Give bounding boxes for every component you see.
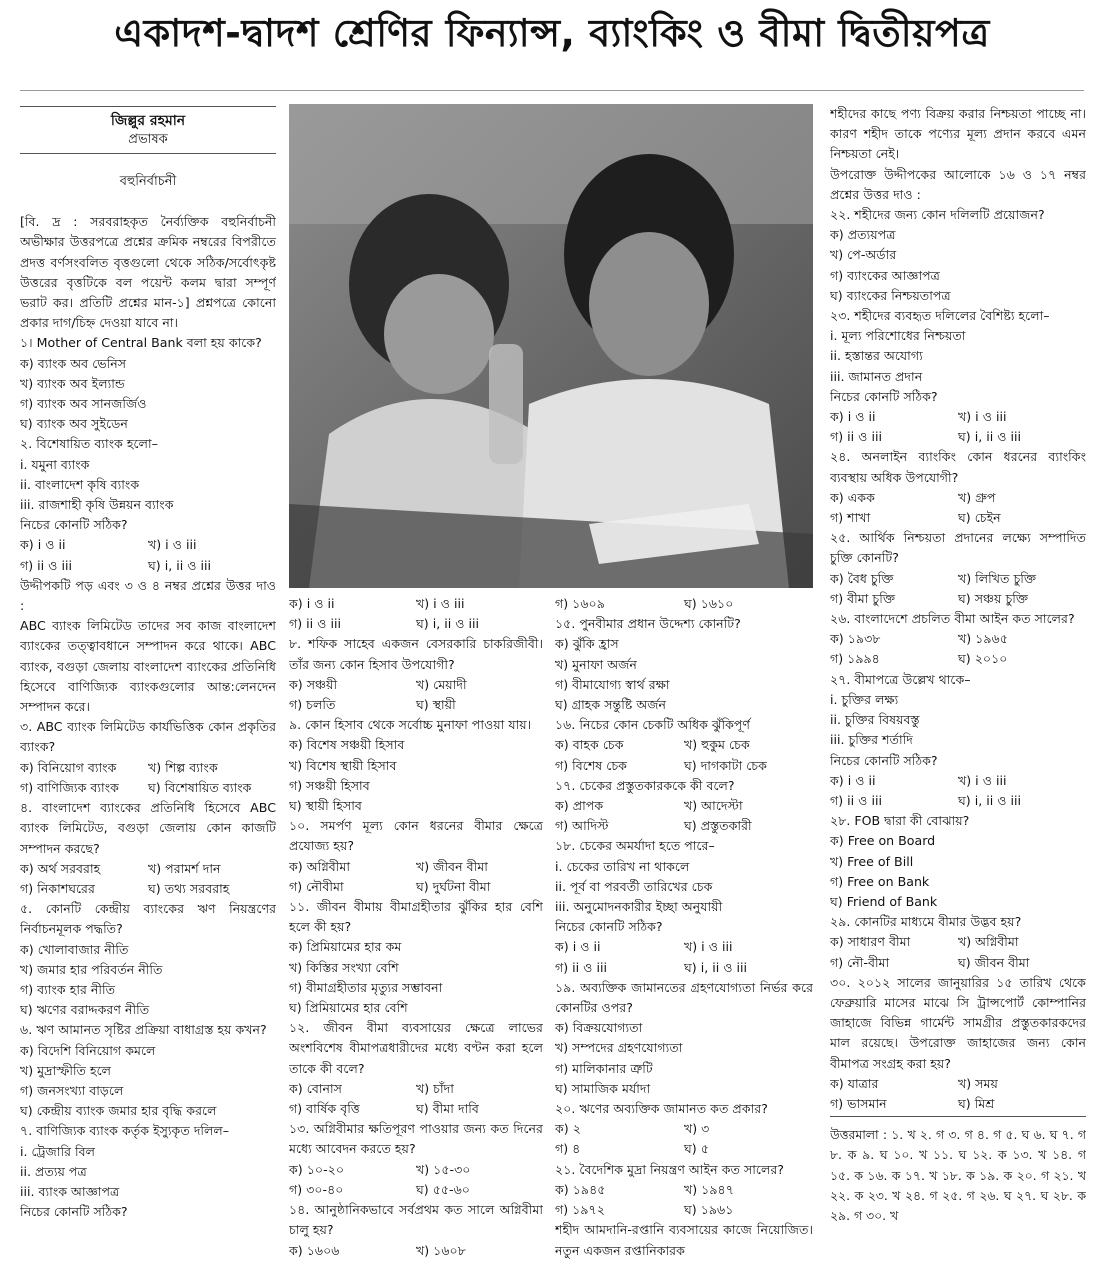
students-photo-illustration — [289, 104, 813, 588]
page-title: একাদশ-দ্বাদশ শ্রেণির ফিন্যান্স, ব্যাংকিং ও বীমা দ্বিতীয়পত্র — [114, 11, 990, 55]
text-line: i. মূল্য পরিশোধের নিশ্চয়তা — [830, 328, 966, 344]
text-line: ঘ) ঋণের বরাদ্দকরণ নীতি — [20, 1002, 150, 1018]
option-row — [555, 1119, 813, 1139]
text-line: ৯. কোন হিসাব থেকে সর্বোচ্চ মুনাফা পাওয়া যায়। — [289, 717, 532, 733]
text-line: নিচের কোনটি সঠিক? — [20, 517, 128, 533]
text-line: ক) প্রিমিয়ামের হার কম — [289, 939, 402, 955]
text-paragraph: ১৪. আনুষ্ঠানিকভাবে সর্বপ্রথম কত সালে অগ্নিবীমা চালু হয়? — [289, 1202, 543, 1238]
option-b: ঘ) i, ii ও iii — [148, 557, 211, 573]
text-line: ২৩. শহীদের ব্যবহৃত দলিলের বৈশিষ্ট্য হলো– — [830, 308, 1050, 324]
option-row — [289, 1160, 543, 1180]
option-a: ক) i ও ii — [830, 772, 876, 788]
text-line: ২. বিশেষায়িত ব্যাংক হলো– — [20, 436, 158, 452]
option-b: খ) পরামর্শ দান — [148, 860, 221, 876]
title-divider — [20, 90, 1084, 91]
text-line: ক) বিক্রয়যোগ্যতা — [555, 1020, 643, 1036]
option-b: ঘ) দুর্ঘটনা বীমা — [416, 878, 491, 894]
option-b: ঘ) ২০১০ — [958, 651, 1008, 667]
text-paragraph: ২১. বৈদেশিক মুদ্রা নিয়ন্ত্রণ আইন কত সালের? — [555, 1161, 784, 1177]
text-paragraph: ৩০. ২০১২ সালের জানুয়ারির ১৫ তারিখ থেকে ফেব্রুয়ারি মাসের মাঝে সি ট্রান্সপোর্ট কোম্পানির জাহাজে বিভিন্ন গার্মেন্ট সামগ্রীর প্রস্তুতকারকদের মাল রয়েছে। উপরোক্ত জাহাজের জন্য কোন বীমাপত্র সংগ্রহ করা হয়? — [830, 974, 1086, 1071]
option-a: গ) ii ও iii — [555, 959, 607, 975]
option-a: গ) বীমা চুক্তি — [830, 590, 896, 606]
option-b: খ) ৩ — [684, 1121, 710, 1137]
option-a: ক) একক — [830, 489, 875, 505]
option-a: ক) ১৬০৬ — [289, 1242, 340, 1258]
text-line: ক) প্রত্যয়পত্র — [830, 227, 896, 243]
text-paragraph: ১২. জীবন বীমা ব্যবসায়ের ক্ষেত্রে লাভের অংশবিশেষ বীমাপত্রধারীদের মধ্যে বণ্টন করা হলে তাকে কী বলে? — [289, 1020, 543, 1076]
option-row — [20, 556, 276, 576]
option-row — [555, 594, 813, 614]
column-1-body — [20, 212, 276, 1222]
option-b: খ) গ্রুপ — [958, 489, 996, 505]
option-b: ঘ) i, ii ও iii — [684, 959, 747, 975]
option-row — [555, 937, 813, 957]
option-a: গ) ১৬০৯ — [555, 596, 605, 611]
text-line: i. চেকের তারিখ না থাকলে — [555, 858, 690, 874]
option-b: ঘ) বীমা দাবি — [416, 1101, 479, 1117]
option-row — [830, 407, 1086, 427]
option-b: ঘ) দাগকাটা চেক — [684, 757, 767, 773]
option-b: খ) i ও iii — [684, 939, 733, 955]
option-a: ক) ১৯৪৫ — [555, 1181, 606, 1197]
text-line: গ) জনসংখ্যা বাড়লে — [20, 1082, 124, 1098]
option-a: গ) ভাসমান — [830, 1095, 887, 1111]
text-line: ১৮. চেকের অমর্যাদা হতে পারে– — [555, 838, 715, 854]
text-line: নিচের কোনটি সঠিক? — [20, 1204, 128, 1220]
text-line: খ) বিশেষ স্থায়ী হিসাব — [289, 757, 397, 773]
option-row — [830, 508, 1086, 528]
text-line: নিচের কোনটি সঠিক? — [555, 919, 663, 935]
option-row — [555, 816, 813, 836]
option-a: গ) নিকাশঘরের — [20, 880, 95, 896]
option-a: ক) বাহক চেক — [555, 737, 624, 753]
option-row — [289, 1099, 543, 1119]
text-paragraph: ৮. শফিক সাহেব একজন বেসরকারি চাকরিজীবী। তাঁর জন্য কোন হিসাব উপযোগী? — [289, 636, 543, 672]
option-row — [20, 879, 276, 899]
option-b: খ) ১৯৬৫ — [958, 631, 1008, 647]
column-1 — [20, 104, 276, 1274]
option-row — [289, 695, 543, 715]
text-line: ঘ) Friend of Bank — [830, 893, 938, 909]
column-4-body — [830, 104, 1086, 1114]
text-line: i. ট্রেজারি বিল — [20, 1143, 96, 1159]
author-name: জিল্লুর রহমান — [110, 113, 186, 129]
option-row — [20, 535, 276, 555]
text-line: ২০. ঋণের অব্যক্তিক জামানত কত প্রকার? — [555, 1101, 768, 1117]
option-row — [20, 758, 276, 778]
option-b: খ) জীবন বীমা — [416, 858, 488, 874]
text-line: গ) বীমাযোগ্য স্বার্থ রক্ষা — [555, 676, 670, 692]
author-rule-bottom — [20, 153, 276, 154]
text-paragraph: ১৩. অগ্নিবীমার ক্ষতিপূরণ পাওয়ার জন্য কত দিনের মধ্যে আবেদন করতে হয়? — [289, 1121, 543, 1157]
text-line: ২৯. কোনটির মাধ্যমে বীমার উদ্ভব হয়? — [830, 914, 1022, 930]
option-b: ঘ) তথ্য সরবরাহ — [148, 880, 230, 896]
text-paragraph: ১০. সমর্পণ মূল্য কোন ধরনের বীমার ক্ষেত্রে প্রযোজ্য হয়? — [289, 818, 543, 854]
option-row — [555, 796, 813, 816]
option-row — [20, 859, 276, 879]
option-b: খ) চাঁদা — [416, 1080, 454, 1096]
option-a: গ) নৌ-বীমা — [830, 954, 890, 970]
text-line: ক) বিদেশি বিনিয়োগ কমলে — [20, 1042, 156, 1058]
text-line: ii. পূর্ব বা পরবর্তী তারিখের চেক — [555, 878, 713, 894]
option-row — [830, 953, 1086, 973]
option-row — [830, 488, 1086, 508]
option-b: ঘ) প্রস্তুতকারী — [684, 818, 752, 834]
text-line: গ) ব্যাংক হার নীতি — [20, 981, 116, 997]
option-a: গ) বার্ষিক বৃত্তি — [289, 1101, 360, 1117]
option-row — [555, 1180, 813, 1200]
option-a: ক) i ও ii — [555, 939, 601, 955]
author-designation: প্রভাষক — [128, 132, 168, 147]
text-line: ৬. ঋণ আমানত সৃষ্টির প্রক্রিয়া বাধাগ্রস্ত হয় কখন? — [20, 1022, 267, 1038]
text-line: ঘ) স্থায়ী হিসাব — [289, 798, 362, 814]
text-paragraph: উদ্দীপকটি পড় এবং ৩ ও ৪ নম্বর প্রশ্নের উত্তর দাও : — [20, 577, 276, 614]
text-line: গ) সঞ্চয়ী হিসাব — [289, 777, 370, 793]
option-a: গ) নৌবীমা — [289, 878, 344, 894]
text-paragraph: ২৫. আর্থিক নিশ্চয়তা প্রদানের লক্ষ্যে সম্পাদিত চুক্তি কোনটি? — [830, 530, 1086, 566]
text-paragraph: ১। Mother of Central Bank বলা হয় কাকে? — [20, 335, 262, 351]
text-line: ক) Free on Board — [830, 833, 936, 849]
author-rule-top — [20, 106, 276, 107]
option-b: খ) i ও iii — [958, 409, 1007, 425]
option-a: গ) ii ও iii — [830, 429, 882, 445]
option-a: ক) বোনাস — [289, 1080, 342, 1096]
option-row — [289, 1241, 543, 1261]
option-a: গ) আদিস্ট — [555, 818, 609, 834]
option-b: ঘ) ৫ — [684, 1141, 709, 1157]
text-paragraph: শহীদ আমদানি-রপ্তানি ব্যবসায়ের কাজে নিয়োজিত। নতুন একজন রপ্তানিকারক — [555, 1222, 813, 1258]
option-b: ঘ) i, ii ও iii — [958, 792, 1021, 808]
text-line: ক) ঝুঁকি হ্রাস — [555, 636, 619, 652]
option-a: গ) শাখা — [830, 510, 871, 526]
text-line: খ) কিস্তির সংখ্যা বেশি — [289, 959, 399, 975]
option-b: খ) আদেস্টা — [684, 798, 743, 814]
option-b: ঘ) চেইন — [958, 510, 1001, 526]
text-line: ঘ) গ্রাহক সন্তুষ্টি অর্জন — [555, 697, 667, 713]
option-a: গ) ১৯৭২ — [555, 1202, 605, 1218]
text-line: গ) ব্যাংকের আজ্ঞাপত্র — [830, 267, 940, 283]
option-b: ঘ) জীবন বীমা — [958, 954, 1030, 970]
text-line: খ) ব্যাংক অব ইল্যান্ড — [20, 375, 125, 391]
option-a: ক) i ও ii — [20, 537, 66, 553]
option-row — [555, 1139, 813, 1159]
text-line: ঘ) ব্যাংক অব সুইডেন — [20, 416, 128, 432]
text-paragraph: ২৬. বাংলাদেশে প্রচলিত বীমা আইন কত সালের? — [830, 611, 1075, 627]
text-line: ক) খোলাবাজার নীতি — [20, 941, 129, 957]
text-line: iii. রাজশাহী কৃষি উন্নয়ন ব্যাংক — [20, 497, 174, 513]
option-a: ক) যাত্রার — [830, 1075, 879, 1091]
option-row — [830, 791, 1086, 811]
text-line: iii. অনুমোদনকারীর ইচ্ছা অনুযায়ী — [555, 899, 723, 915]
option-b: ঘ) স্থায়ী — [416, 697, 456, 713]
option-row — [289, 675, 543, 695]
text-line: ঘ) প্রিমিয়ামের হার বেশি — [289, 1000, 408, 1016]
answer-key: উত্তরমালা : ১. খ ২. গ ৩. গ ৪. গ ৫. ঘ ৬. ঘ ৭. গ ৮. ক ৯. ঘ ১০. খ ১১. ঘ ১২. ক ১৩. খ ১৪. গ ১৫. ক ১৬. ক ১৭. খ ১৮. ক ১৯. ক ২০. গ ২১. খ ২২. ক ২৩. খ ২৪. গ ২৫. গ ২৬. ঘ ২৭. ঘ ২৮. ক ২৯. গ ৩০. খ — [830, 1127, 1086, 1223]
option-a: ক) i ও ii — [830, 409, 876, 425]
option-row — [289, 594, 543, 614]
text-line: ২৮. FOB দ্বারা কী বোঝায়? — [830, 813, 970, 829]
text-line: খ) সম্পদের গ্রহণযোগ্যতা — [555, 1040, 683, 1056]
option-a: ক) সঞ্চয়ী — [289, 676, 338, 692]
option-b: খ) i ও iii — [958, 772, 1007, 788]
option-b: ঘ) সঞ্চয় চুক্তি — [958, 590, 1029, 606]
option-b: ঘ) i, ii ও iii — [416, 616, 479, 632]
text-line: খ) মুনাফা অর্জন — [555, 656, 637, 672]
option-a: গ) ii ও iii — [20, 557, 72, 573]
option-b: ঘ) ১৯৬১ — [684, 1202, 734, 1218]
option-row — [555, 735, 813, 755]
text-line: গ) ব্যাংক অব সানজর্জিও — [20, 396, 147, 412]
option-row — [830, 771, 1086, 791]
option-b: খ) ১৫-৩০ — [416, 1161, 471, 1177]
text-line: ii. প্রত্যয় পত্র — [20, 1163, 87, 1179]
text-paragraph: [বি. দ্র : সরবরাহকৃত নৈর্ব্যক্তিক বহুনির্বাচনী অভীক্ষার উত্তরপত্রে প্রশ্নের ক্রমিক নম্বরের বিপরীতে প্রদত্ত বর্ণসংবলিত বৃত্তগুলো থেকে সঠিক/সর্বোৎকৃষ্ট উত্তরের বৃত্তটিকে বল পয়েন্ট কলম দ্বারা সম্পূর্ণ ভরাট কর। প্রতিটি প্রশ্নের মান-১] প্রশ্নপত্রে কোনো প্রকার দাগ/চিহ্ন দেওয়া যাবে না। — [20, 214, 276, 331]
text-line: খ) Free of Bill — [830, 853, 914, 869]
text-line: ২২. শহীদের জন্য কোন দলিলটি প্রয়োজন? — [830, 207, 1045, 223]
text-line: খ) পে-অর্ডার — [830, 247, 897, 263]
section-heading: বহুনির্বাচনী — [119, 174, 177, 189]
text-line: ২৭. বীমাপত্রে উল্লেখ থাকে– — [830, 671, 971, 687]
text-line: iii. ব্যাংক আজ্ঞাপত্র — [20, 1183, 120, 1199]
option-row — [289, 1180, 543, 1200]
text-paragraph: ৫. কোনটি কেন্দ্রীয় ব্যাংকের ঋণ নিয়ন্ত্রণের নির্বাচনমূলক পদ্ধতি? — [20, 901, 276, 937]
option-a: গ) বাণিজ্যিক ব্যাংক — [20, 779, 119, 795]
column-3-body — [555, 594, 813, 1261]
option-row — [830, 649, 1086, 669]
column-2-body — [289, 594, 543, 1261]
option-a: ক) বৈধ চুক্তি — [830, 570, 894, 586]
text-line: i. চুক্তির লক্ষ্য — [830, 691, 899, 707]
option-b: খ) লিখিত চুক্তি — [958, 570, 1037, 586]
option-row — [830, 589, 1086, 609]
text-line: ঘ) কেন্দ্রীয় ব্যাংক জমার হার বৃদ্ধি করলে — [20, 1103, 217, 1119]
text-line: ঘ) সামাজিক মর্যাদা — [555, 1080, 651, 1096]
option-row — [20, 778, 276, 798]
option-a: গ) ৪ — [555, 1141, 581, 1157]
option-row — [289, 1079, 543, 1099]
option-row — [555, 958, 813, 978]
option-a: গ) ৩০-৪০ — [289, 1181, 344, 1197]
text-line: ii. হস্তান্তর অযোগ্য — [830, 348, 923, 364]
text-line: গ) মালিকানার ত্রুটি — [555, 1060, 653, 1076]
text-line: ১৬. নিচের কোন চেকটি অধিক ঝুঁকিপূর্ণ — [555, 717, 751, 733]
option-a: ক) i ও ii — [289, 596, 335, 611]
text-paragraph: ২৪. অনলাইন ব্যাংকিং কোন ধরনের ব্যাংকিং ব্যবস্থায় অধিক উপযোগী? — [830, 449, 1086, 485]
text-paragraph: ৪. বাংলাদেশ ব্যাংকের প্রতিনিধি হিসেবে ABC ব্যাংক লিমিটেড, বগুড়া জেলায় কোন কাজটি সম্পাদন করছে? — [20, 800, 276, 856]
option-a: ক) বিনিয়োগ ব্যাংক — [20, 759, 117, 775]
option-a: ক) সাধারণ বীমা — [830, 934, 911, 950]
option-a: ক) ২ — [555, 1121, 581, 1137]
option-row — [555, 1200, 813, 1220]
option-row — [289, 857, 543, 877]
text-line: নিচের কোনটি সঠিক? — [830, 752, 938, 768]
text-line: ৭. বাণিজ্যিক ব্যাংক কর্তৃক ইস্যুকৃত দলিল– — [20, 1123, 230, 1139]
option-a: ক) প্রাপক — [555, 798, 604, 814]
column-3 — [555, 594, 813, 1274]
option-a: গ) ১৯৯৪ — [830, 651, 880, 667]
option-a: ক) ১৯৩৮ — [830, 631, 881, 647]
text-line: ঘ) ব্যাংকের নিশ্চয়তাপত্র — [830, 287, 951, 303]
text-line: iii. জামানত প্রদান — [830, 368, 923, 384]
option-b: ঘ) ১৬১০ — [684, 596, 734, 611]
option-b: খ) সময় — [958, 1075, 998, 1091]
text-line: ii. চুক্তির বিষয়বস্তু — [830, 712, 920, 728]
option-row — [830, 427, 1086, 447]
column-2 — [289, 594, 543, 1274]
text-paragraph: ৩. ABC ব্যাংক লিমিটেড কার্যভিত্তিক কোন প্রকৃতির ব্যাংক? — [20, 719, 276, 755]
option-b: খ) শিল্প ব্যাংক — [148, 759, 218, 775]
option-row — [830, 569, 1086, 589]
text-paragraph: ১১. জীবন বীমায় বীমাগ্রহীতার ঝুঁকির হার বেশি হলে কী হয়? — [289, 899, 543, 935]
option-row — [289, 877, 543, 897]
option-b: খ) হুকুম চেক — [684, 737, 750, 753]
text-line: ১৫. পুনবীমার প্রধান উদ্দেশ্য কোনটি? — [555, 616, 741, 632]
text-line: গ) বীমাগ্রহীতার মৃত্যুর সম্ভাবনা — [289, 979, 443, 995]
option-row — [830, 1094, 1086, 1114]
text-line: নিচের কোনটি সঠিক? — [830, 388, 938, 404]
text-line: iii. চুক্তির শর্তাদি — [830, 732, 913, 748]
text-paragraph: ১৯. অব্যক্তিক জামানতের গ্রহণযোগ্যতা নির্ভর করে কোনটির ওপর? — [555, 979, 813, 1016]
text-line: খ) মুদ্রাস্ফীতি হলে — [20, 1062, 112, 1078]
option-b: ঘ) i, ii ও iii — [958, 429, 1021, 445]
option-a: ক) ১০-২০ — [289, 1161, 345, 1177]
option-row — [830, 1074, 1086, 1094]
option-b: ঘ) মিশ্র — [958, 1095, 995, 1111]
text-line: ii. বাংলাদেশ কৃষি ব্যাংক — [20, 476, 140, 492]
students-photo — [289, 104, 813, 588]
option-a: গ) বিশেষ চেক — [555, 757, 627, 773]
option-b: ঘ) ৫৫-৬০ — [416, 1181, 470, 1197]
text-line: গ) Free on Bank — [830, 873, 930, 889]
text-paragraph: উপরোক্ত উদ্দীপকের আলোকে ১৬ ও ১৭ নম্বর প্রশ্নের উত্তর দাও : — [830, 166, 1086, 202]
text-line: খ) জমার হার পরিবর্তন নীতি — [20, 961, 163, 977]
text-paragraph: শহীদের কাছে পণ্য বিক্রয় করার নিশ্চয়তা পাচ্ছে না। কারণ শহীদ তাকে পণ্যের মূল্য প্রদান করবে এমন নিশ্চয়তা নেই। — [830, 106, 1086, 162]
answers-rule — [830, 1116, 1086, 1117]
text-line: ক) ব্যাংক অব ভেনিস — [20, 355, 127, 371]
option-row — [289, 614, 543, 634]
option-b: খ) i ও iii — [416, 596, 465, 611]
option-a: ক) অর্থ সরবরাহ — [20, 860, 101, 876]
option-b: খ) ১৬০৮ — [416, 1242, 466, 1258]
option-b: খ) ১৯৪৭ — [684, 1181, 734, 1197]
option-row — [830, 629, 1086, 649]
option-a: গ) ii ও iii — [830, 792, 882, 808]
text-line: ১৭. চেকের প্রস্তুতকারককে কী বলে? — [555, 777, 735, 793]
option-a: ক) অগ্নিবীমা — [289, 858, 351, 874]
option-row — [555, 756, 813, 776]
column-4 — [830, 104, 1086, 1274]
option-a: গ) ii ও iii — [289, 616, 341, 632]
option-b: ঘ) বিশেষায়িত ব্যাংক — [148, 779, 252, 795]
option-b: খ) অগ্নিবীমা — [958, 934, 1019, 950]
text-line: i. যমুনা ব্যাংক — [20, 456, 90, 472]
option-b: খ) মেয়াদী — [416, 676, 467, 692]
option-a: গ) চলতি — [289, 697, 336, 713]
text-paragraph: ABC ব্যাংক লিমিটেড তাদের সব কাজ বাংলাদেশ ব্যাংকের তত্ত্বাবধানে সম্পাদন করে থাকে। ABC ব্যাংক, বগুড়া জেলায় বাংলাদেশ ব্যাংকের প্রতিনিধি হিসেবে বাণিজ্যিক ব্যাংকগুলোর আন্ত:লেনদেন সম্পাদন করে। — [20, 618, 276, 715]
option-b: খ) i ও iii — [148, 537, 197, 553]
text-line: ক) বিশেষ সঞ্চয়ী হিসাব — [289, 737, 405, 753]
option-row — [830, 932, 1086, 952]
